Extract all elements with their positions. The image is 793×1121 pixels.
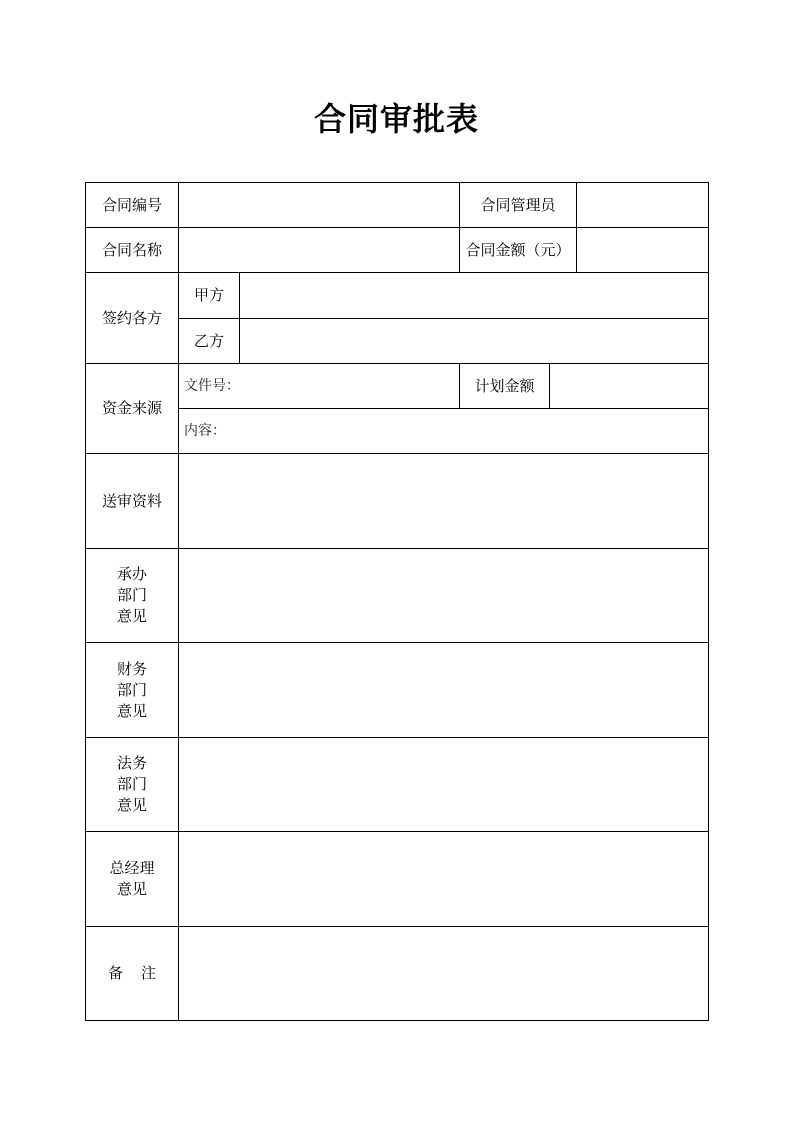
finance-dept-label-line-3: 意见 [116,701,147,720]
legal-dept-label-line-3: 意见 [116,796,147,814]
planned-amount-field[interactable] [550,364,709,409]
contract-name-label: 合同名称 [86,228,179,273]
doc-no-label: 文件号： [184,377,240,394]
party-b-field[interactable] [240,319,709,364]
review-materials-field[interactable] [179,454,709,549]
fund-source-label: 资金来源 [86,364,179,454]
contract-no-label: 合同编号 [86,183,179,228]
handling-dept-label-line-2: 部门 [116,586,147,604]
remarks-label-char-2: 注 [141,964,157,982]
finance-dept-label [86,643,179,738]
party-a-label: 甲方 [179,273,240,319]
content-field[interactable] [179,409,709,454]
party-b-label: 乙方 [179,319,240,364]
contract-amount-label: 合同金额（元） [460,228,577,273]
handling-dept-label-line-3: 意见 [116,607,147,625]
handling-dept-label [86,549,179,643]
contract-approval-table [85,182,709,1021]
legal-dept-label-line-2: 部门 [116,775,147,793]
finance-dept-label-line-2: 部门 [116,680,147,699]
general-manager-opinion-field[interactable] [179,832,709,927]
general-manager-label-line-2: 意见 [116,880,147,898]
doc-no-field[interactable] [179,364,460,409]
remarks-label-char-1: 备 [107,964,123,982]
contract-no-field[interactable] [179,183,460,228]
signing-parties-label: 签约各方 [86,273,179,364]
contract-name-field[interactable] [179,228,460,273]
legal-dept-label-line-1: 法务 [116,754,147,772]
planned-amount-label: 计划金额 [460,364,550,409]
form-title: 合同审批表 [313,100,479,138]
handling-dept-label-line-1: 承办 [116,565,147,583]
general-manager-label [86,832,179,927]
finance-dept-label-line-1: 财务 [116,659,147,678]
finance-dept-opinion-field[interactable] [179,643,709,738]
contract-manager-field[interactable] [577,183,709,228]
legal-dept-label [86,738,179,832]
legal-dept-opinion-field[interactable] [179,738,709,832]
review-materials-label: 送审资料 [86,454,179,549]
remarks-label [86,927,179,1021]
handling-dept-opinion-field[interactable] [179,549,709,643]
content-label: 内容： [184,422,226,439]
party-a-field[interactable] [240,273,709,319]
remarks-field[interactable] [179,927,709,1021]
contract-manager-label: 合同管理员 [460,183,577,228]
contract-amount-field[interactable] [577,228,709,273]
general-manager-label-line-1: 总经理 [109,859,155,877]
